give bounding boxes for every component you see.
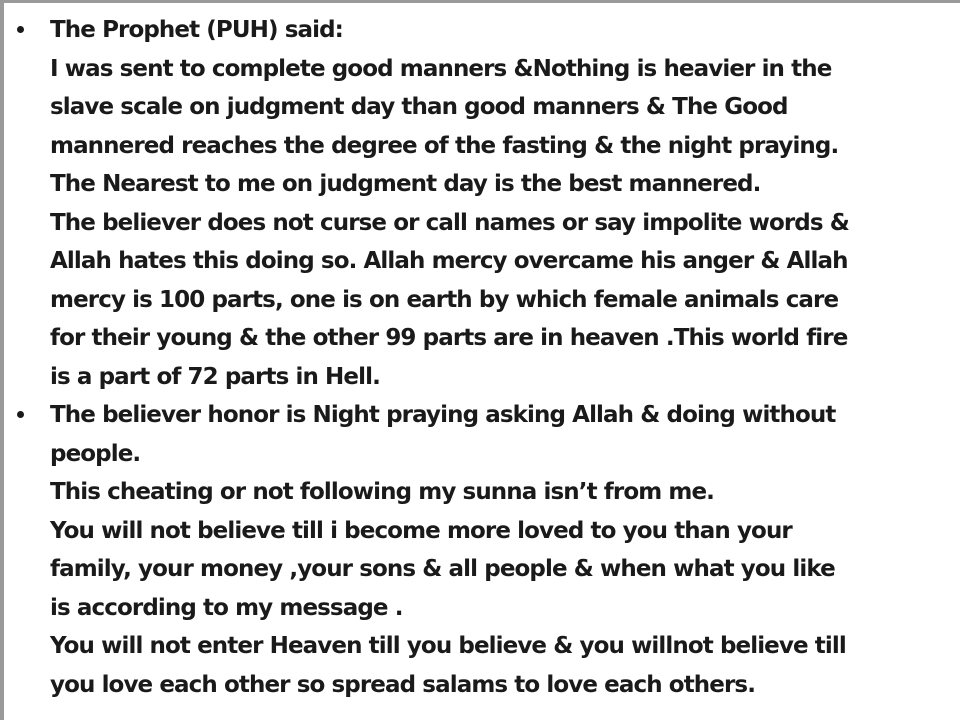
bullet-1-line-9: for their young & the other 99 parts are in heaven .This world fire (50, 325, 848, 351)
bullet-item-1 (4, 11, 960, 396)
bullet-2-line-8: you love each other so spread salams to love each others. (50, 671, 756, 698)
bullet-1-line-6: The believer does not curse or call names or say impolite words & (50, 209, 849, 236)
bullet-2-line-3: This cheating or not following my sunna isn’t from me. (50, 479, 714, 505)
bullet-dot-icon (17, 26, 24, 33)
bullet-2-line-5: family, your money ,your sons & all people & when what you like (50, 556, 835, 582)
bullet-2-line-6: is according to my message . (50, 594, 403, 621)
bullet-2-line-4: You will not believe till i become more loved to you than your (50, 517, 792, 544)
bullet-1-line-2: I was sent to complete good manners &Nothing is heavier in the (50, 55, 832, 82)
bullet-1-line-4: mannered reaches the degree of the fasting & the night praying. (50, 132, 839, 159)
bullet-1-line-10: is a part of 72 parts in Hell. (50, 363, 380, 390)
bullet-1-line-8: mercy is 100 parts, one is on earth by which female animals care (50, 286, 839, 313)
bullet-1-line-7: Allah hates this doing so. Allah mercy overcame his anger & Allah (50, 248, 848, 274)
bullet-list (4, 11, 960, 704)
bullet-2-line-7: You will not enter Heaven till you believe & you willnot believe till (50, 633, 846, 659)
bullet-item-2 (4, 396, 960, 704)
bullet-1-line-1: The Prophet (PUH) said: (50, 17, 343, 43)
bullet-2-line-2: people. (50, 440, 141, 467)
bullet-dot-icon (17, 411, 24, 418)
bullet-1-line-5: The Nearest to me on judgment day is the best mannered. (50, 171, 761, 197)
bullet-2-line-1: The believer honor is Night praying asking Allah & doing without (50, 402, 836, 428)
bullet-1-line-3: slave scale on judgment day than good manners & The Good (50, 94, 788, 120)
